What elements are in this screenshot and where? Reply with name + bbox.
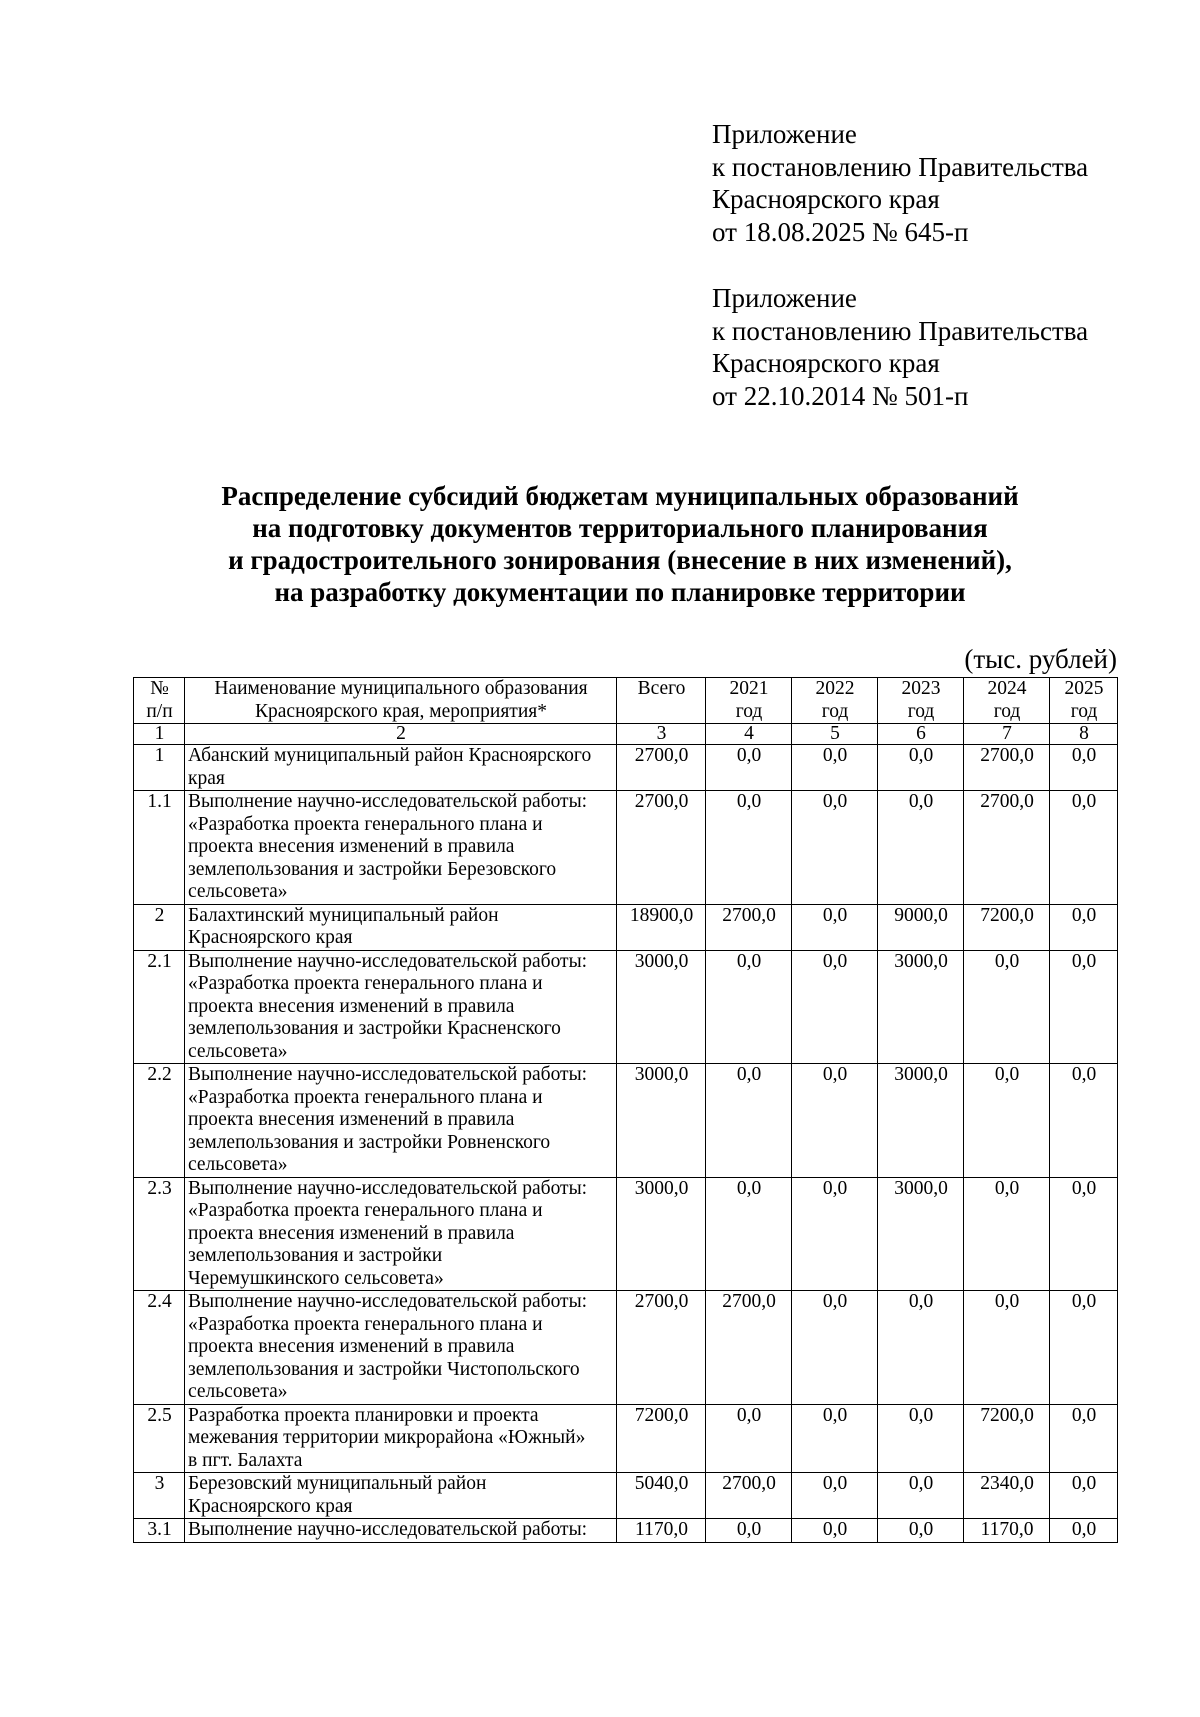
value-2025-cell: 0,0 [1050,1291,1118,1405]
row-number-cell: 1 [134,745,185,791]
header-num: № п/п [134,678,185,724]
value-2025-cell: 0,0 [1050,1177,1118,1291]
value-2024-cell: 2700,0 [964,791,1050,905]
appendix-line: от 18.08.2025 № 645-п [712,216,969,247]
row-number-cell: 2.2 [134,1064,185,1178]
name-line: Выполнение научно-исследовательской работы: [188,791,588,812]
value-2022-cell: 0,0 [792,1291,878,1405]
name-cell [185,1519,617,1543]
appendix-line: Красноярского края [712,184,940,214]
total-cell: 18900,0 [617,904,706,950]
value-2024-cell: 0,0 [964,1177,1050,1291]
value-2023-cell: 0,0 [878,1291,964,1405]
total-cell: 1170,0 [617,1519,706,1543]
name-line: Красноярского края [188,927,353,948]
total-cell: 2700,0 [617,745,706,791]
name-line: Красноярского края [188,1495,353,1517]
name-cell [185,950,617,1064]
value-2024-cell: 2340,0 [964,1473,1050,1519]
appendix-line: Красноярского края [712,348,940,378]
value-2021-cell: 2700,0 [706,1473,792,1519]
total-cell: 3000,0 [617,1064,706,1178]
value-2022-cell: 0,0 [792,1519,878,1543]
appendix-line: Приложение [712,283,857,313]
name-line: Черемушкинского сельсовета» [188,1267,444,1289]
column-number-row [134,724,1118,745]
table-row [134,1291,1118,1405]
column-number: 5 [792,724,878,745]
value-2023-cell: 0,0 [878,1473,964,1519]
name-line: сельсовета» [188,1040,288,1062]
value-2025-cell: 0,0 [1050,1404,1118,1473]
name-cell [185,791,617,905]
table-row [134,1177,1118,1291]
table-row [134,745,1118,791]
subsidy-table [133,677,1118,1543]
header-total: Всего [617,678,706,724]
name-line: сельсовета» [188,881,288,902]
row-number-cell: 3 [134,1473,185,1519]
value-2022-cell: 0,0 [792,745,878,791]
name-line: проекта внесения изменений в правила [188,1336,515,1357]
value-2021-cell: 2700,0 [706,1291,792,1405]
column-number: 2 [185,724,617,745]
appendix-line: к постановлению Правительства [712,151,1089,182]
total-cell: 3000,0 [617,1177,706,1291]
name-line: межевания территории микрорайона «Южный» [188,1427,586,1448]
column-number: 6 [878,724,964,745]
name-line: Абанский муниципальный район Красноярского [188,745,592,766]
column-number: 1 [134,724,185,745]
title-line: на подготовку документов территориального планирования [252,513,988,543]
value-2021-cell: 0,0 [706,1064,792,1178]
value-2023-cell: 3000,0 [878,950,964,1064]
value-2022-cell: 0,0 [792,1177,878,1291]
value-2024-cell: 0,0 [964,1064,1050,1178]
value-2024-cell: 7200,0 [964,904,1050,950]
header-row [134,678,1118,724]
name-line: сельсовета» [188,1381,288,1402]
total-cell: 2700,0 [617,791,706,905]
total-cell: 7200,0 [617,1404,706,1473]
title-line: и градостроительного зонирования (внесение в них изменений), [228,545,1012,575]
name-line: землепользования и застройки [188,1245,443,1266]
name-line: «Разработка проекта генерального плана и [188,1313,543,1335]
name-line: в пгт. Балахта [188,1449,303,1471]
total-cell: 5040,0 [617,1473,706,1519]
name-cell [185,1064,617,1178]
name-line: Балахтинский муниципальный район [188,904,499,926]
value-2021-cell: 0,0 [706,1404,792,1473]
value-2022-cell: 0,0 [792,1473,878,1519]
value-2023-cell: 0,0 [878,745,964,791]
total-cell: 3000,0 [617,950,706,1064]
table-row [134,1473,1118,1519]
appendix-current [712,118,1088,248]
row-number-cell: 3.1 [134,1519,185,1543]
value-2021-cell: 0,0 [706,745,792,791]
units-label: (тыс. рублей) [964,644,1117,674]
value-2021-cell: 0,0 [706,1519,792,1543]
value-2025-cell: 0,0 [1050,1473,1118,1519]
value-2025-cell: 0,0 [1050,791,1118,905]
name-cell [185,1177,617,1291]
total-cell: 2700,0 [617,1291,706,1405]
header-2024: 2024 год [964,678,1050,724]
column-number: 7 [964,724,1050,745]
table-row [134,791,1118,905]
name-line: землепользования и застройки Чистопольского [188,1358,580,1380]
value-2025-cell: 0,0 [1050,904,1118,950]
name-line: сельсовета» [188,1154,288,1175]
column-number: 4 [706,724,792,745]
value-2023-cell: 0,0 [878,1404,964,1473]
value-2024-cell: 1170,0 [964,1519,1050,1543]
value-2022-cell: 0,0 [792,791,878,905]
name-cell [185,1404,617,1473]
name-line: «Разработка проекта генерального плана и [188,973,543,994]
value-2025-cell: 0,0 [1050,1519,1118,1543]
name-line: проекта внесения изменений в правила [188,1109,515,1130]
appendix-line: к постановлению Правительства [712,315,1089,346]
value-2023-cell: 0,0 [878,791,964,905]
name-cell [185,904,617,950]
value-2024-cell: 2700,0 [964,745,1050,791]
title-line: на разработку документации по планировке территории [274,577,966,607]
name-line: землепользования и застройки Красненского [188,1018,561,1039]
value-2025-cell: 0,0 [1050,745,1118,791]
header-2023: 2023 год [878,678,964,724]
name-line: Березовский муниципальный район [188,1473,487,1494]
name-line: «Разработка проекта генерального плана и [188,813,543,835]
name-line: проекта внесения изменений в правила [188,836,515,857]
value-2022-cell: 0,0 [792,904,878,950]
value-2021-cell: 0,0 [706,950,792,1064]
column-number: 8 [1050,724,1118,745]
appendix-original [712,282,1088,412]
table-row [134,1404,1118,1473]
name-line: «Разработка проекта генерального плана и [188,1200,543,1221]
header-2021: 2021 год [706,678,792,724]
value-2024-cell: 0,0 [964,950,1050,1064]
value-2021-cell: 0,0 [706,1177,792,1291]
row-number-cell: 2 [134,904,185,950]
table-row [134,1519,1118,1543]
value-2021-cell: 0,0 [706,791,792,905]
header-name: Наименование муниципального образования Красноярского края, мероприятия* [185,678,617,724]
document-title [150,480,1090,608]
name-line: Разработка проекта планировки и проекта [188,1404,539,1426]
name-line: Выполнение научно-исследовательской работы: [188,1177,588,1199]
title-line: Распределение субсидий бюджетам муниципальных образований [221,481,1019,511]
name-cell [185,745,617,791]
name-line: Выполнение научно-исследовательской работы: [188,1519,588,1540]
name-line: «Разработка проекта генерального плана и [188,1086,543,1108]
header-2025: 2025 год [1050,678,1118,724]
value-2025-cell: 0,0 [1050,1064,1118,1178]
row-number-cell: 2.1 [134,950,185,1064]
name-cell [185,1291,617,1405]
name-line: проекта внесения изменений в правила [188,995,515,1017]
row-number-cell: 2.3 [134,1177,185,1291]
name-line: края [188,767,225,789]
value-2023-cell: 3000,0 [878,1177,964,1291]
name-cell [185,1473,617,1519]
value-2023-cell: 9000,0 [878,904,964,950]
table-row [134,1064,1118,1178]
value-2024-cell: 0,0 [964,1291,1050,1405]
appendix-line: Приложение [712,119,857,149]
value-2022-cell: 0,0 [792,1064,878,1178]
table-row [134,950,1118,1064]
column-number: 3 [617,724,706,745]
header-2022: 2022 год [792,678,878,724]
value-2023-cell: 3000,0 [878,1064,964,1178]
name-line: Выполнение научно-исследовательской работы: [188,1064,588,1085]
row-number-cell: 2.5 [134,1404,185,1473]
table-row [134,904,1118,950]
value-2025-cell: 0,0 [1050,950,1118,1064]
row-number-cell: 1.1 [134,791,185,905]
value-2022-cell: 0,0 [792,1404,878,1473]
name-line: землепользования и застройки Ровненского [188,1131,551,1153]
appendix-line: от 22.10.2014 № 501-п [712,380,969,411]
value-2024-cell: 7200,0 [964,1404,1050,1473]
value-2021-cell: 2700,0 [706,904,792,950]
value-2022-cell: 0,0 [792,950,878,1064]
name-line: проекта внесения изменений в правила [188,1222,515,1244]
name-line: Выполнение научно-исследовательской работы: [188,1291,588,1312]
row-number-cell: 2.4 [134,1291,185,1405]
value-2023-cell: 0,0 [878,1519,964,1543]
name-line: Выполнение научно-исследовательской работы: [188,950,588,972]
name-line: землепользования и застройки Березовского [188,858,557,880]
